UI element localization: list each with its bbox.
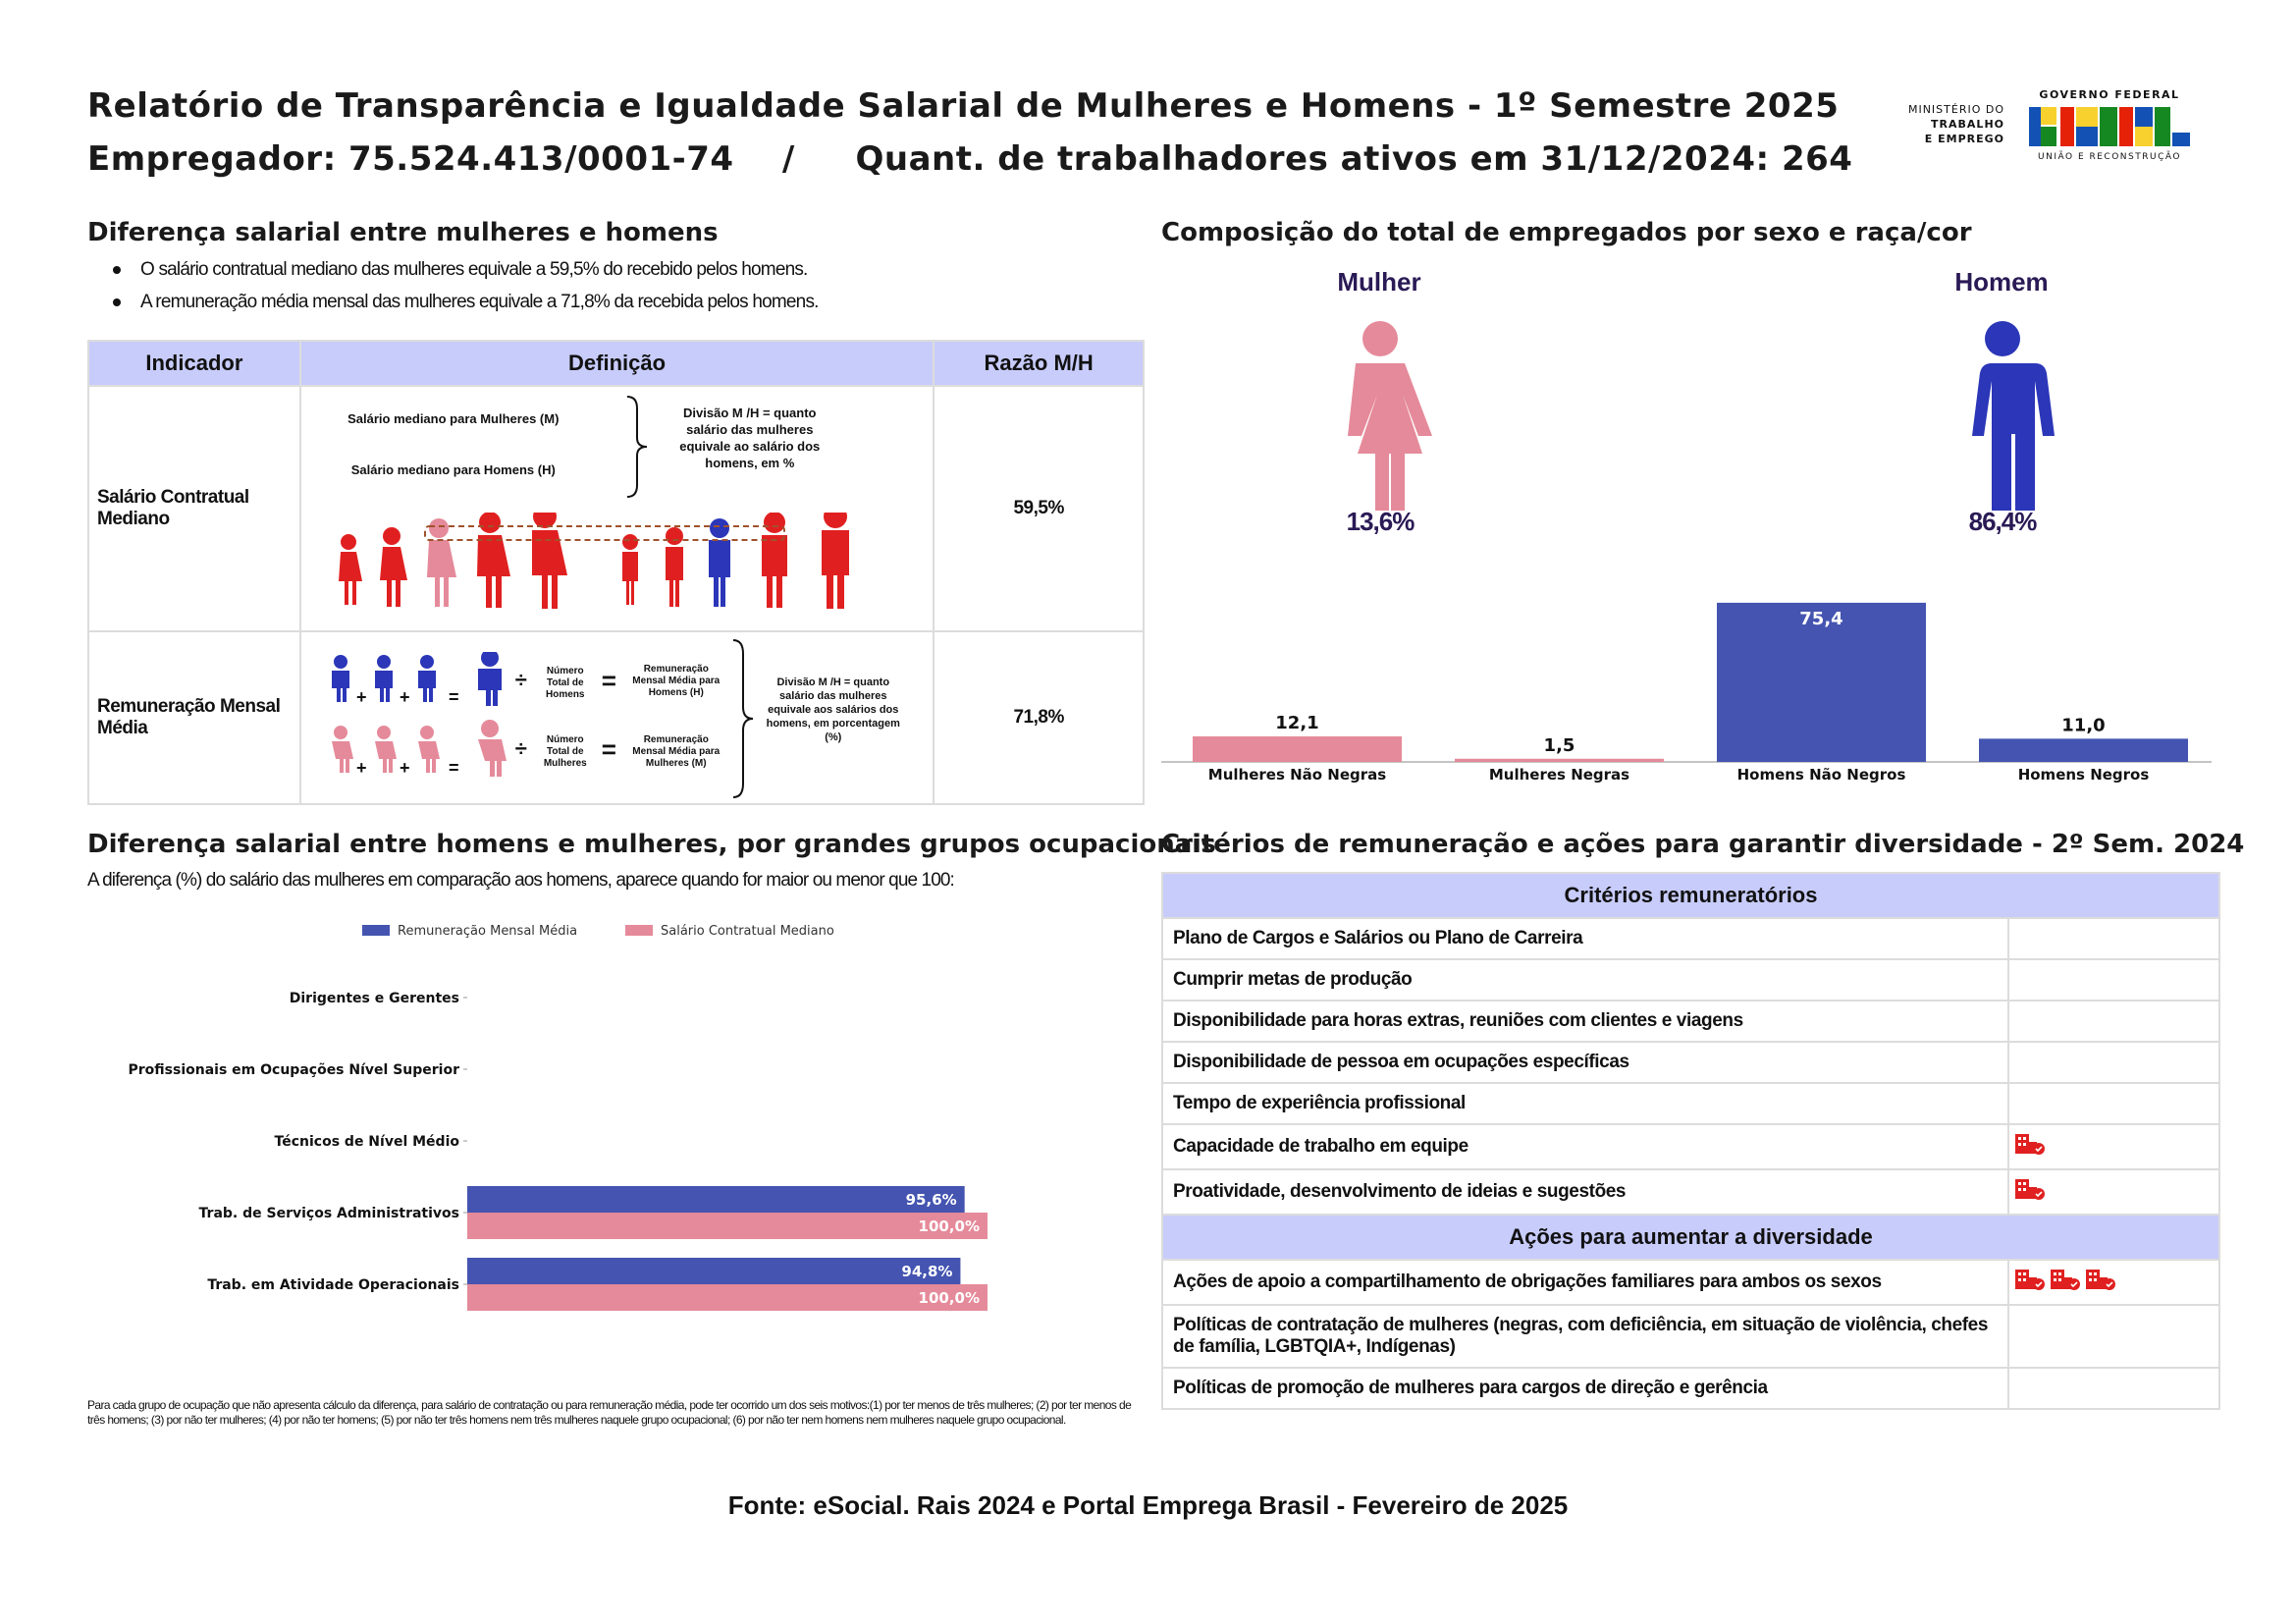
total-women: Número Total de Mulheres <box>543 734 587 769</box>
action-row <box>1162 1260 2219 1305</box>
action-marker <box>2008 1260 2219 1305</box>
equals-icon: = <box>601 734 616 764</box>
bar <box>467 1258 960 1284</box>
bullet-2-text: A remuneração média mensal das mulheres equivale a 71,8% da recebida pelos homens. <box>140 292 819 312</box>
building-check-icon <box>2013 1186 2049 1207</box>
occupational-note: Para cada grupo de ocupação que não apresenta cálculo da diferença, para salário de contratação ou para remuneração média, pode ter ocorrido um dos seis motivos:(1) por ter menos de três mulheres; (2) por ter menos de três homens; (3) por não ter mulheres; (4) por não ter homens; (5) por não ter três homens nem três mulheres naquele grupo ocupacional; (6) por não ter nem homens nem mulheres naquele grupo ocupacional. <box>87 1398 1132 1427</box>
criteria-label: Capacidade de trabalho em equipe <box>1162 1124 2008 1169</box>
gov-brasil-logo <box>2021 88 2198 167</box>
svg-text:=: = <box>448 758 459 778</box>
avg-women: Remuneração Mensal Média para Mulheres (M) <box>632 734 721 769</box>
bar-value-label: 11,0 <box>2061 715 2106 736</box>
occupational-subtitle: A diferença (%) do salário das mulheres em comparação aos homens, aparece quando for maior ou menor que 100: <box>87 870 954 891</box>
criteria-title: Critérios de remuneração e ações para garantir diversidade - 2º Sem. 2024 <box>1161 830 2245 859</box>
bar-value-label: 100,0% <box>918 1289 980 1307</box>
woman-figure-icon <box>1326 320 1434 511</box>
svg-text:+: + <box>399 687 410 707</box>
bar-value-label: 95,6% <box>905 1191 957 1209</box>
bar <box>467 1186 965 1213</box>
gov-bottom: UNIÃO E RECONSTRUÇÃO <box>2038 152 2181 162</box>
definition-avg <box>300 631 934 804</box>
category-label: Técnicos de Nível Médio <box>274 1134 459 1150</box>
avg-men: Remuneração Mensal Média para Homens (H) <box>632 664 721 698</box>
ministry-line-3: E EMPREGO <box>1924 133 2004 145</box>
category-label: Homens Negros <box>2017 766 2150 784</box>
actions-header: Ações para aumentar a diversidade <box>1162 1215 2219 1260</box>
brace-icon <box>729 638 759 799</box>
criteria-row <box>1162 918 2219 959</box>
category-label: Mulheres Não Negras <box>1207 766 1387 784</box>
category-label: Trab. em Atividade Operacionais <box>207 1277 459 1293</box>
woman-pct: 13,6% <box>1346 507 1415 536</box>
criteria-label: Plano de Cargos e Salários ou Plano de Carreira <box>1162 918 2008 959</box>
col-indicator: Indicador <box>88 341 300 386</box>
divide-icon: ÷ <box>514 736 527 761</box>
action-label: Políticas de promoção de mulheres para cargos de direção e gerência <box>1162 1368 2008 1409</box>
bullet-1 <box>87 259 808 281</box>
ministry-logo <box>1885 102 2004 146</box>
category-label: Mulheres Negras <box>1488 766 1630 784</box>
svg-text:=: = <box>448 687 459 707</box>
bullet-2 <box>87 292 819 313</box>
action-row <box>1162 1368 2219 1409</box>
footer-source: Fonte: eSocial. Rais 2024 e Portal Emprega Brasil - Fevereiro de 2025 <box>727 1490 1569 1520</box>
indicator-avg: Remuneração Mensal Média <box>88 631 300 804</box>
bar-value-label: 100,0% <box>918 1217 980 1235</box>
indicator-table-header <box>88 341 1144 386</box>
employer-line: Empregador: 75.524.413/0001-74 / Quant. de trabalhadores ativos em 31/12/2024: 264 <box>87 139 1853 179</box>
indicator-median: Salário Contratual Mediano <box>88 386 300 631</box>
bar <box>467 1213 988 1239</box>
legend-label: Salário Contratual Mediano <box>661 924 834 939</box>
composition-title: Composição do total de empregados por sexo e raça/cor <box>1161 218 1972 247</box>
legend-swatch <box>625 925 653 936</box>
building-check-icon <box>2013 1141 2049 1162</box>
total-men: Número Total de Homens <box>546 666 585 700</box>
criteria-label: Disponibilidade de pessoa em ocupações específicas <box>1162 1042 2008 1083</box>
action-row <box>1162 1305 2219 1368</box>
equals-icon: = <box>601 666 616 695</box>
bullet-dot <box>113 266 121 274</box>
category-label: Trab. de Serviços Administrativos <box>198 1206 459 1221</box>
svg-text:+: + <box>355 687 367 707</box>
people-sum-illustration-icon <box>327 652 513 789</box>
definition-median <box>300 386 934 631</box>
bar-value-label: 1,5 <box>1543 734 1575 756</box>
svg-text:+: + <box>399 758 410 778</box>
bar <box>1193 736 1402 762</box>
bar <box>1979 738 2188 762</box>
criteria-label: Disponibilidade para horas extras, reuniões com clientes e viagens <box>1162 1001 2008 1042</box>
people-ranking-illustration-icon <box>331 513 920 628</box>
bar-value-label: 12,1 <box>1275 712 1319 733</box>
criteria-marker <box>2008 1001 2219 1042</box>
indicator-table <box>87 340 1145 805</box>
occupational-bar-chart <box>87 908 1145 1321</box>
ministry-line-1: MINISTÉRIO DO <box>1907 103 2004 116</box>
category-label: Dirigentes e Gerentes <box>289 991 459 1006</box>
criteria-marker <box>2008 1083 2219 1124</box>
divide-icon: ÷ <box>514 668 527 692</box>
bar <box>1455 759 1664 762</box>
criteria-label: Cumprir metas de produção <box>1162 959 2008 1001</box>
svg-text:+: + <box>355 758 367 778</box>
report-title: Relatório de Transparência e Igualdade Salarial de Mulheres e Homens - 1º Semestre 2025 <box>87 86 1840 126</box>
row-avg-remuneration <box>88 631 1144 804</box>
category-label: Profissionais em Ocupações Nível Superior <box>128 1062 459 1078</box>
bar <box>467 1284 988 1311</box>
criteria-label: Tempo de experiência profissional <box>1162 1083 2008 1124</box>
actions-header-row <box>1162 1215 2219 1260</box>
brace-icon <box>623 395 653 499</box>
building-check-icon <box>2013 1276 2119 1297</box>
action-marker <box>2008 1305 2219 1368</box>
action-marker <box>2008 1368 2219 1409</box>
def-women-median: Salário mediano para Mulheres (M) <box>347 411 560 426</box>
composition-bar-chart <box>1161 589 2212 795</box>
bar-value-label: 75,4 <box>1799 608 1843 629</box>
action-label: Ações de apoio a compartilhamento de obrigações familiares para ambos os sexos <box>1162 1260 2008 1305</box>
criteria-marker <box>2008 918 2219 959</box>
man-label: Homem <box>1954 267 2049 297</box>
brasil-wordmark-icon <box>2021 101 2198 148</box>
woman-label: Mulher <box>1337 267 1421 297</box>
man-pct: 86,4% <box>1968 507 2037 536</box>
occupational-title: Diferença salarial entre homens e mulheres, por grandes grupos ocupacionais <box>87 830 1216 859</box>
criteria-marker <box>2008 1169 2219 1215</box>
bullet-dot <box>113 298 121 306</box>
criteria-row <box>1162 1001 2219 1042</box>
criteria-marker <box>2008 1124 2219 1169</box>
ratio-avg: 71,8% <box>934 631 1144 804</box>
criteria-table <box>1161 872 2220 1410</box>
criteria-header: Critérios remuneratórios <box>1162 873 2219 918</box>
criteria-marker <box>2008 959 2219 1001</box>
criteria-header-row <box>1162 873 2219 918</box>
legend-label: Remuneração Mensal Média <box>398 924 578 939</box>
action-label: Políticas de contratação de mulheres (negras, com deficiência, em situação de violência, chefes de família, LGBTQIA+, Indígenas) <box>1162 1305 2008 1368</box>
def-division-avg: Divisão M /H = quanto salário das mulheres equivale aos salários dos homens, em porcentagem (%) <box>766 676 900 743</box>
col-ratio: Razão M/H <box>934 341 1144 386</box>
salary-diff-title: Diferença salarial entre mulheres e homens <box>87 218 719 247</box>
criteria-row <box>1162 1083 2219 1124</box>
criteria-marker <box>2008 1042 2219 1083</box>
ratio-median: 59,5% <box>934 386 1144 631</box>
criteria-row <box>1162 1124 2219 1169</box>
legend-swatch <box>362 925 390 936</box>
man-figure-icon <box>1949 320 2056 511</box>
criteria-row <box>1162 1169 2219 1215</box>
bar-value-label: 94,8% <box>901 1263 953 1280</box>
col-definition: Definição <box>300 341 934 386</box>
bullet-1-text: O salário contratual mediano das mulheres equivale a 59,5% do recebido pelos homens. <box>140 259 808 280</box>
criteria-label: Proatividade, desenvolvimento de ideias e sugestões <box>1162 1169 2008 1215</box>
gov-top: GOVERNO FEDERAL <box>2039 88 2180 101</box>
criteria-row <box>1162 959 2219 1001</box>
criteria-row <box>1162 1042 2219 1083</box>
def-division-median: Divisão M /H = quanto salário das mulheres equivale ao salário dos homens, em % <box>679 406 821 470</box>
ministry-line-2: TRABALHO <box>1931 118 2004 131</box>
category-label: Homens Não Negros <box>1736 766 1906 784</box>
row-median-salary <box>88 386 1144 631</box>
def-men-median: Salário mediano para Homens (H) <box>350 462 556 477</box>
